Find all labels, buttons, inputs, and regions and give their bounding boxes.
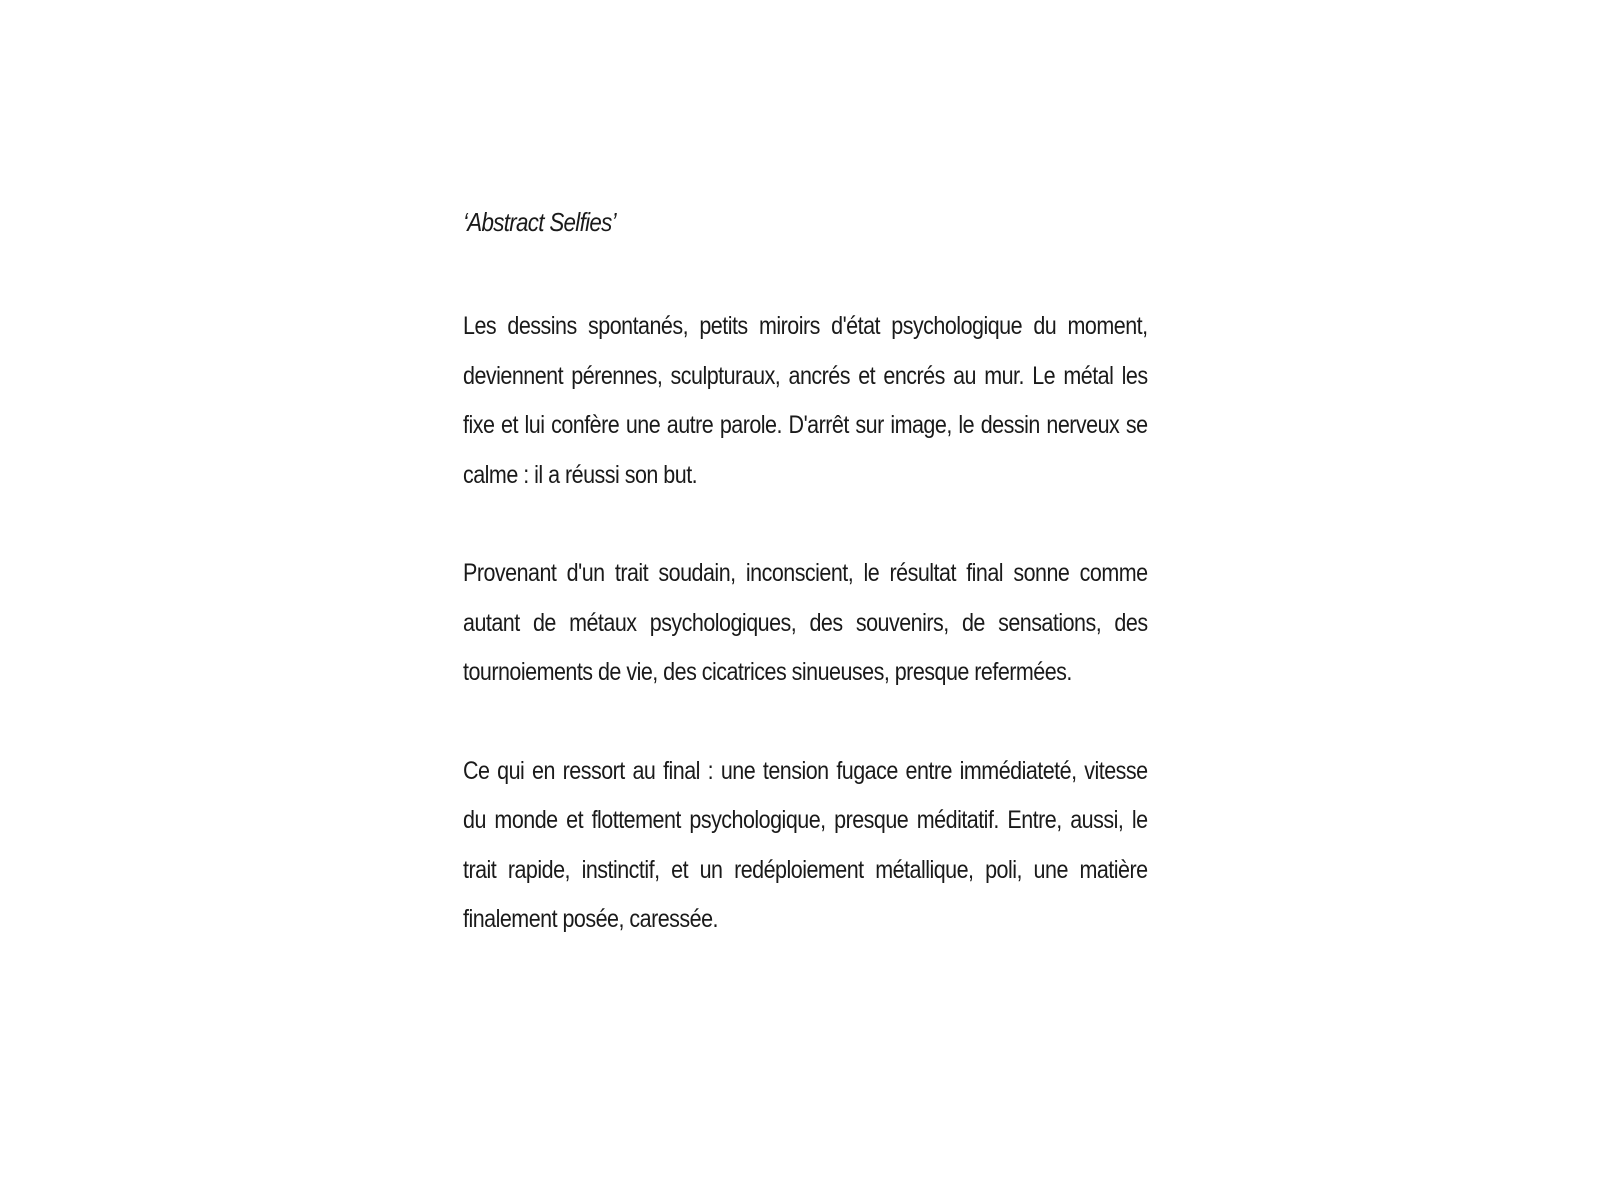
text-block xyxy=(463,204,1148,994)
paragraph-2: Provenant d'un trait soudain, inconscient, le résultat final sonne comme autant de métaux psychologiques, des souvenirs, de sensations, des tournoiements de vie, des cicatrices sinueuses, presque refermées. xyxy=(463,559,1148,686)
paragraph-3: Ce qui en ressort au final : une tension fugace entre immédiateté, vitesse du monde et flottement psychologique, presque méditatif. Entre, aussi, le trait rapide, instinctif, et un redéploiement métallique, poli, une matière finalement posée, caressée. xyxy=(463,756,1148,933)
paragraph-1: Les dessins spontanés, petits miroirs d'état psychologique du moment, deviennent pérennes, sculpturaux, ancrés et encrés au mur. Le métal les fixe et lui confère une autre parole. D'arrêt sur image, le dessin nerveux se calme : il a réussi son but. xyxy=(463,312,1148,489)
document-title: ‘Abstract Selfies’ xyxy=(463,207,616,237)
